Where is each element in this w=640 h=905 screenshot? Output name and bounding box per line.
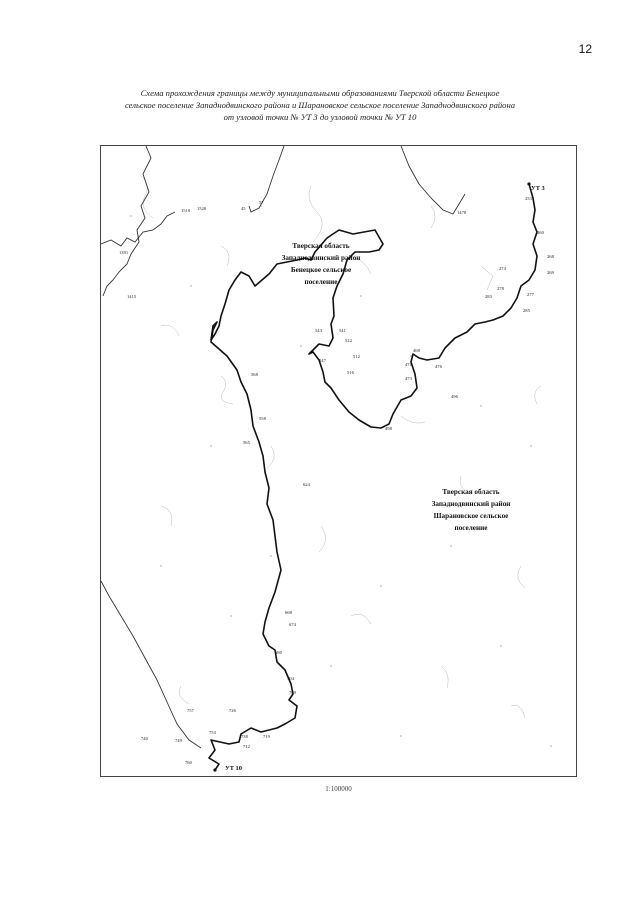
point-label: 680 (275, 650, 282, 655)
point-label: 1520 (197, 206, 207, 211)
point-label: 283 (485, 294, 492, 299)
region-north-line: Бенецкое сельское (290, 266, 352, 274)
point-label: 496 (451, 394, 458, 399)
point-label: 760 (185, 760, 192, 765)
point-label: 516 (347, 370, 354, 375)
region-north-line: поселение (304, 278, 338, 286)
node-markers (213, 182, 530, 771)
region-south-line: Шарановское сельское (433, 512, 509, 520)
point-label: 278 (497, 286, 504, 291)
map-title (100, 87, 540, 123)
point-label: 547 (319, 358, 326, 363)
page-number: 12 (578, 42, 592, 56)
point-label: 565 (243, 440, 250, 445)
point-label: 749 (175, 738, 182, 743)
point-label: 568 (251, 372, 258, 377)
point-label: 726 (229, 708, 236, 713)
map-canvas (101, 146, 577, 777)
region-north-line: Западнодвинский район (281, 254, 361, 262)
point-label: 512 (353, 354, 360, 359)
point-label: 277 (527, 292, 534, 297)
point-label: 738 (241, 734, 248, 739)
point-label: 1391 (119, 250, 129, 255)
point-label: 712 (243, 744, 250, 749)
point-label: 668 (285, 610, 292, 615)
region-south (432, 488, 511, 532)
map-scale: 1:100000 (325, 785, 352, 793)
node-marker-ut10 (213, 768, 216, 771)
region-north (282, 242, 361, 286)
point-label: 753 (209, 730, 216, 735)
point-label: 476 (435, 364, 442, 369)
point-label: 253 (525, 196, 532, 201)
region-south-line: Западнодвинский район (431, 500, 511, 508)
region-south-line: Тверская область (442, 488, 500, 496)
corner-label-end: УТ 10 (225, 765, 242, 772)
secondary-boundaries (101, 146, 465, 748)
point-label: 468 (413, 348, 420, 353)
point-label: 1510 (181, 208, 191, 213)
point-label: 522 (345, 338, 352, 343)
region-north-line: Тверская область (292, 242, 350, 250)
point-label: 709 (289, 690, 296, 695)
corner-label-start: УТ 3 (531, 185, 545, 192)
point-label: 624 (303, 482, 310, 487)
title-line: сельское поселение Западнодвинского района и Шарановское сельское поселение Западнодвинского района (124, 100, 516, 110)
region-south-line: поселение (454, 524, 488, 532)
point-label: 558 (259, 416, 266, 421)
point-label: 1478 (457, 210, 467, 215)
point-label: 45 (241, 206, 246, 211)
point-label: 285 (523, 308, 530, 313)
point-label: 471 (405, 362, 412, 367)
point-label: 674 (289, 622, 296, 627)
point-label: 473 (405, 376, 412, 381)
point-label: 543 (315, 328, 322, 333)
point-label: 1415 (127, 294, 137, 299)
point-label: 541 (339, 328, 346, 333)
point-label: 274 (499, 266, 506, 271)
point-label: 704 (287, 676, 294, 681)
point-label: 498 (385, 426, 392, 431)
point-label: 740 (141, 736, 148, 741)
map-frame (100, 145, 577, 777)
point-label: 260 (537, 230, 544, 235)
title-line: от узловой точки № УТ 3 до узловой точки № УТ 10 (223, 112, 417, 122)
point-label: 757 (187, 708, 194, 713)
point-label: 268 (547, 254, 554, 259)
point-label: 57 (259, 200, 264, 205)
point-label: 269 (547, 270, 554, 275)
point-label: 719 (263, 734, 270, 739)
title-line: Схема прохождения границы между муниципальными образованиями Тверской области Бенецкое (140, 88, 500, 98)
